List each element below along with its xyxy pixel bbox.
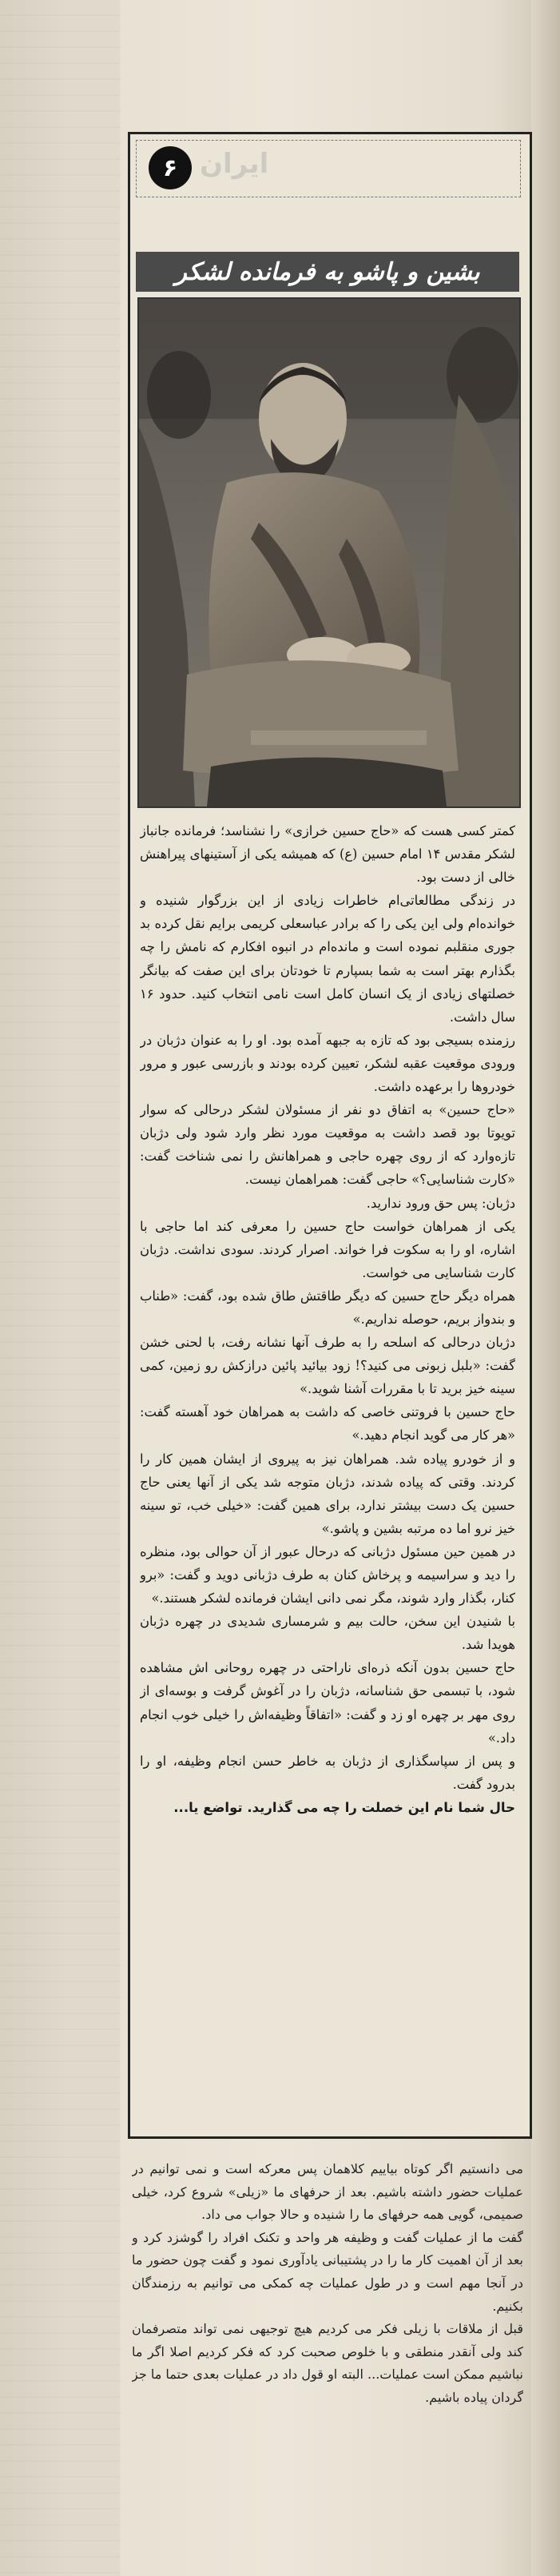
- adjacent-column-strip: [0, 0, 120, 2576]
- article-paragraph: همراه دیگر حاج حسین که دیگر طاقتش طاق شده بود، گفت: «طناب و بندواز بریم، حوصله نداریم.»: [140, 1288, 515, 1327]
- article-paragraph: حاج حسین با فروتنی خاصی که داشت به همراهان خود آهسته گفت: «هر کار می گوید انجام دهید.»: [140, 1404, 515, 1443]
- lower-paragraph: قبل از ملاقات با زیلی فکر می کردیم هیچ توجیهی نمی تواند متصرفمان کند ولی آنقدر منطقی و با خلوص صحبت کرد که فکر کردیم اصلا اگر ما نباشیم ممکن است عملیات... البته او قول داد در عملیات بعدی حتما ما جز گردان پیاده باشیم.: [132, 2321, 523, 2405]
- header-decorative-text: ايران: [200, 148, 269, 180]
- article-body: [140, 819, 515, 2122]
- article-paragraph: دژبان درحالی که اسلحه را به طرف آنها نشانه رفت، با لحنی خشن گفت: «بلبل زبونی می کنید؟! زود بیائید پائین درازکش رو زمین، کمی سینه خیز برید تا با مقررات آشنا شوید.»: [140, 1335, 515, 1397]
- article-paragraph: «حاج حسین» به اتفاق دو نفر از مسئولان لشکر درحالی که سوار تویوتا بود قصد داشت به موقعیت مورد نظر وارد شود ولی دژبان تازه‌وارد که از روی چهره حاجی و همراهانش را نمی شناخت گفت: «کارت شناسایی؟» حاجی گفت: همراهمان نیست.: [140, 1102, 515, 1188]
- article-paragraph: دژبان: پس حق ورود ندارید.: [366, 1195, 515, 1211]
- lower-paragraph: می دانستیم اگر کوتاه بیاییم کلاهمان پس معرکه است و نمی توانیم در عملیات حضور داشته باشیم. بعد از حرفهای ما «زیلی» شروع کرد، خیلی صمیمی، گویی همه حرفهای ما را شنیده و حالا جواب می داد.: [132, 2161, 523, 2223]
- article-paragraph: حاج حسین بدون آنکه ذره‌ای ناراحتی در چهره روحانی اش مشاهده شود، با تبسمی حق شناسانه، دژبان را در آغوش گرفت و بوسه‌ای از روی مهر بر چهره او زد و گفت: «اتفاقاً وظیفه‌اش را خیلی خوب انجام داد.»: [140, 1660, 515, 1746]
- article-paragraph: یکی از همراهان خواست حاج حسین را معرفی کند اما حاجی با اشاره، او را به سکوت فرا خواند. اصرار کردند. سودی نداشت. دژبان کارت شناسایی می خواست.: [140, 1218, 515, 1280]
- article-paragraph: در همین حین مسئول دژبانی که درحال عبور از آن حوالی بود، منظره را دید و سراسیمه و پرخاش کنان به طرف دژبانی دوید و گفت: «برو کنار، بگذار وارد شوند، مگر نمی دانی ایشان فرمانده لشکر هستند.»: [140, 1543, 515, 1607]
- article-paragraph: کمتر کسی هست که «حاج حسین خرازی» را نشناسد؛ فرمانده جانباز لشکر مقدس ۱۴ امام حسین (ع) که همیشه یکی از آستینهای پیراهنش خالی از دست بود.: [140, 823, 515, 886]
- article-paragraph: رزمنده بسیجی بود که تازه به جبهه آمده بود. او را به عنوان دژبان در ورودی موقعیت عقبه لشکر، تعیین کرده بودند و بازرسی عبور و مرور خودروها را برعهده داشت.: [140, 1032, 515, 1095]
- photo-illustration: [139, 299, 519, 806]
- article-paragraph: و پس از سپاسگذاری از دژبان به خاطر حسن انجام وظیفه، او را بدرود گفت.: [140, 1753, 515, 1792]
- lower-column-text: [132, 2158, 523, 2570]
- page-edge: [531, 0, 560, 2576]
- article-closing-line: حال شما نام این خصلت را چه می گذارید. تواضع یا...: [173, 1799, 515, 1815]
- article-paragraph: و از خودرو پیاده شد. همراهان نیز به پیروی از ایشان همین کار را کردند. وقتی که پیاده شدند، دژبان متوجه شد یکی از آنها یعنی حاج حسین یک دست بیشتر ندارد، برای همین گفت: «خیلی خب، تو سینه خیز نرو اما ده مرتبه بشین و پاشو.»: [140, 1451, 515, 1536]
- article-photo: [137, 297, 521, 808]
- article-paragraph: در زندگی مطالعاتی‌ام خاطرات زیادی از این بزرگوار شنیده و خوانده‌ام ولی این یکی را که برادر عباسعلی کریمی برایم نقل کرده بد جوری منقلبم نموده است و مانده‌ام در انبوه افکارم که نامش را چه بگذارم بهتر است به شما بسپارم تا خودتان برای این صفت که بیانگر خصلتهای زیادی از یک انسان کامل است نامی انتخاب کنید. حدود ۱۶ سال داشت.: [140, 893, 515, 1025]
- article-title: بشین و پاشو به فرمانده لشکر: [136, 252, 519, 292]
- article-paragraph: با شنیدن این سخن، حالت بیم و شرمساری شدیدی در چهره دژبان هویدا شد.: [140, 1614, 515, 1653]
- issue-number-badge: ۶: [149, 146, 192, 189]
- lower-paragraph: گفت ما از عملیات گفت و وظیفه هر واحد و تکنک افراد را گوشزد کرد و بعد از آن اهمیت کار ما را در پشتیبانی یادآوری نمود و گفت چون حضور ما در آنجا مهم است و در طول عملیات چه کمکی می توانیم به رزمندگان بکنیم.: [132, 2229, 523, 2314]
